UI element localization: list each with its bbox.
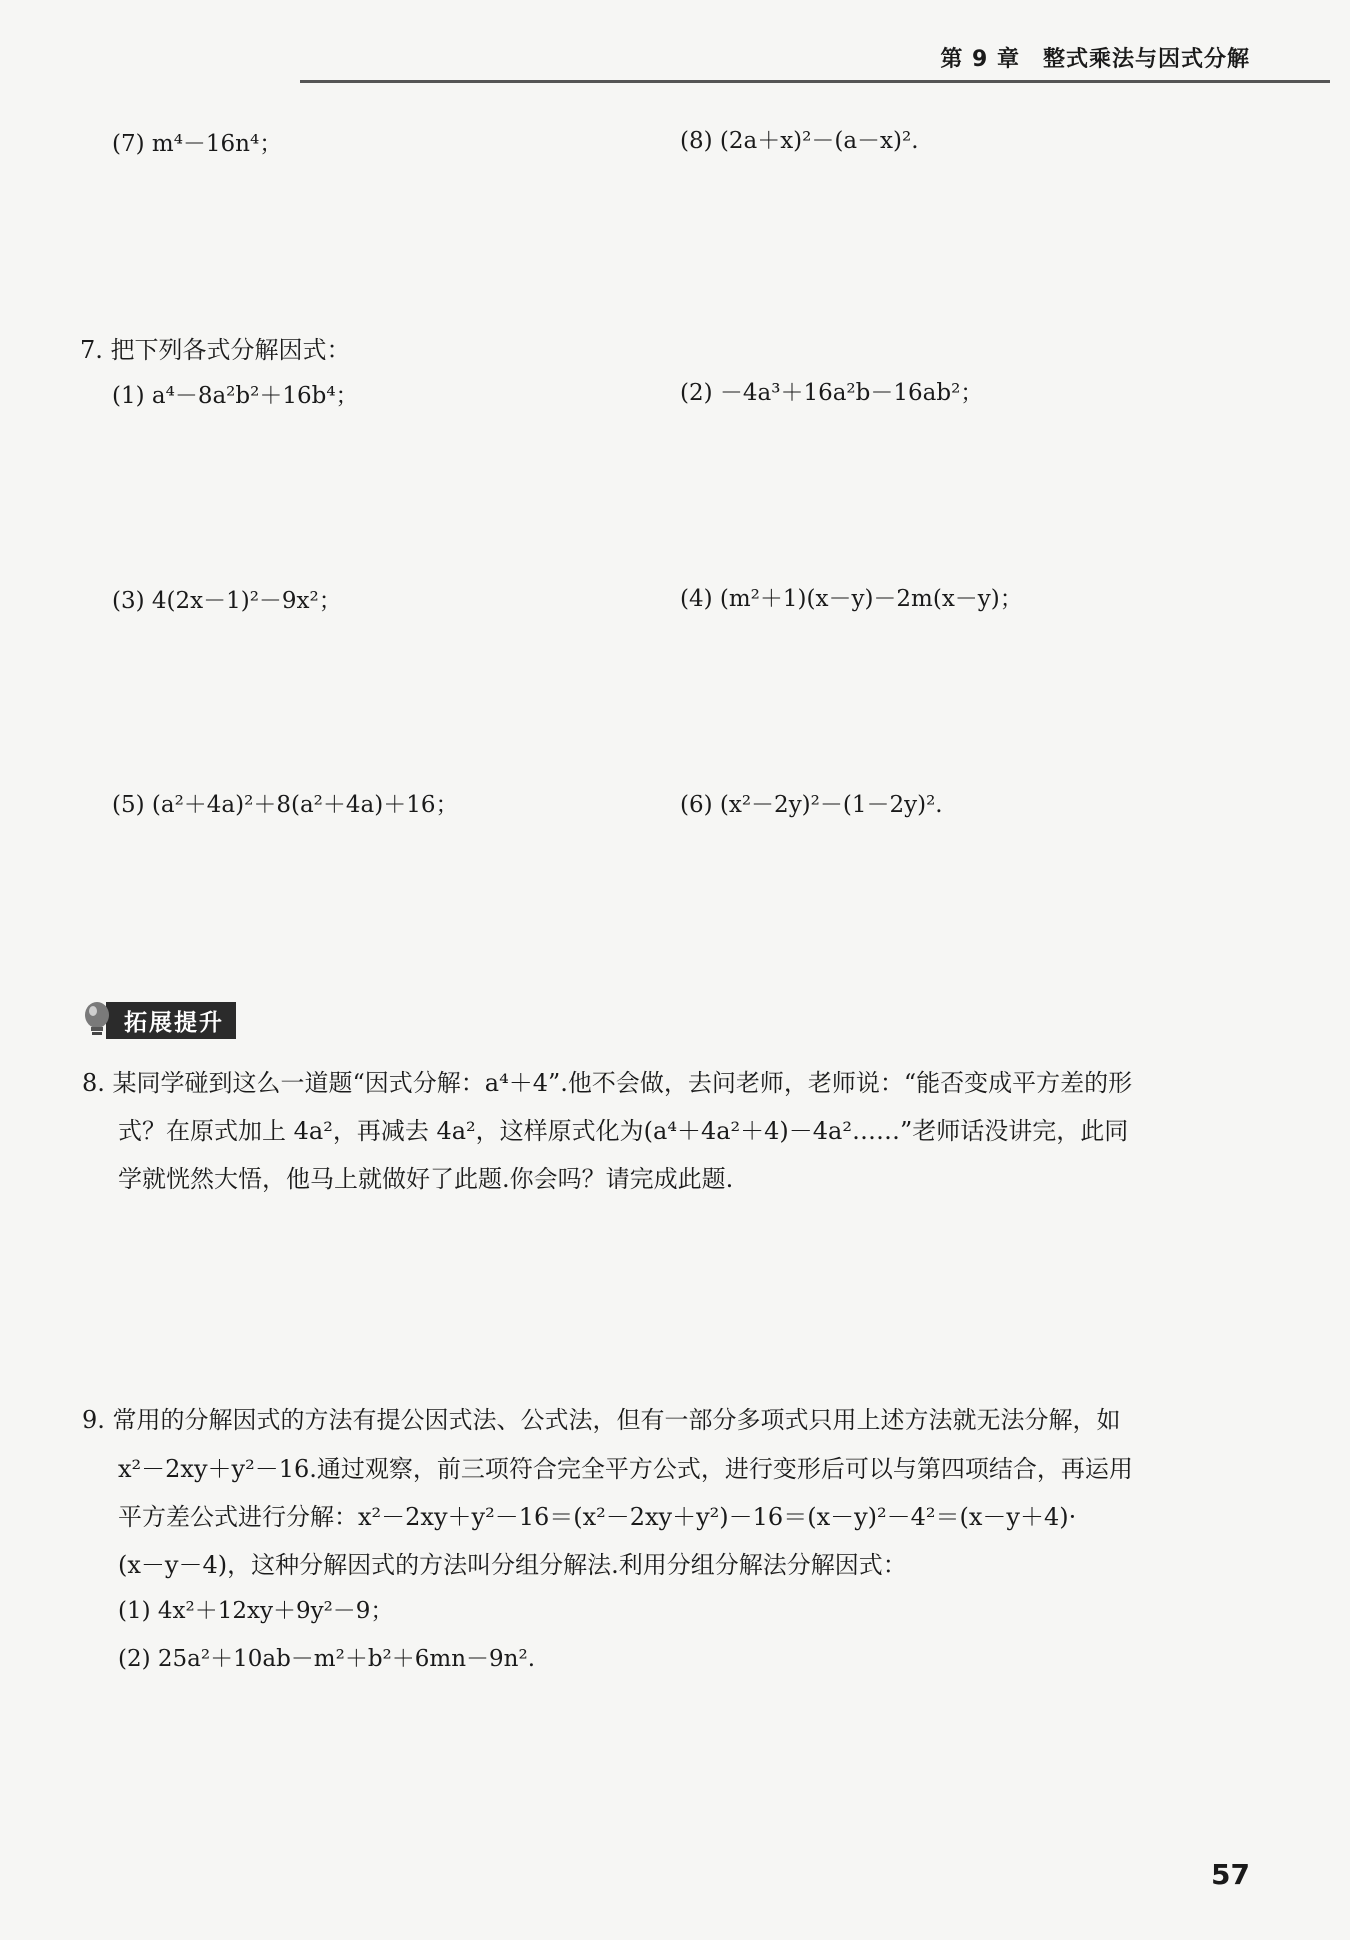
q9-line-4: (x－y－4)，这种分解因式的方法叫分组分解法.利用分组分解法分解因式： <box>118 1551 907 1579</box>
q7-part-3: (3) 4(2x－1)²－9x²； <box>112 588 342 614</box>
q7-part-4: (4) (m²＋1)(x－y)－2m(x－y)； <box>680 586 1023 612</box>
q7-part-2: (2) －4a³＋16a²b－16ab²； <box>680 380 984 406</box>
q7-part-6: (6) (x²－2y)²－(1－2y)². <box>680 792 943 818</box>
q9-part-1: (1) 4x²＋12xy＋9y²－9； <box>118 1598 394 1624</box>
q9-line-2: x²－2xy＋y²－16.通过观察，前三项符合完全平方公式，进行变形后可以与第四项结合，再运用 <box>118 1455 1133 1483</box>
q9-line-3: 平方差公式进行分解：x²－2xy＋y²－16＝(x²－2xy＋y²)－16＝(x－y)²－4²＝(x－y＋4)· <box>118 1503 1077 1531</box>
q7-title: 7. 把下列各式分解因式： <box>80 336 351 364</box>
q7-part-5: (5) (a²＋4a)²＋8(a²＋4a)＋16； <box>112 792 459 818</box>
header-rule <box>300 80 1330 83</box>
section-banner-label: 拓展提升 <box>106 1002 236 1039</box>
page-number: 57 <box>1211 1858 1250 1891</box>
section-banner <box>82 1002 236 1038</box>
q8-line-1: 8. 某同学碰到这么一道题“因式分解：a⁴＋4”.他不会做，去问老师，老师说：“能否变成平方差的形 <box>82 1069 1133 1097</box>
q6-part-7: (7) m⁴－16n⁴； <box>112 131 283 157</box>
q7-part-1: (1) a⁴－8a²b²＋16b⁴； <box>112 383 359 409</box>
chapter-title: 第 9 章 整式乘法与因式分解 <box>940 47 1250 72</box>
q8-line-2: 式？在原式加上 4a²，再减去 4a²，这样原式化为(a⁴＋4a²＋4)－4a²……”老师话没讲完，此同 <box>118 1117 1129 1145</box>
lightbulb-icon <box>82 1000 112 1040</box>
q9-part-2: (2) 25a²＋10ab－m²＋b²＋6mn－9n². <box>118 1646 535 1672</box>
q9-line-1: 9. 常用的分解因式的方法有提公因式法、公式法，但有一部分多项式只用上述方法就无法分解，如 <box>82 1406 1121 1434</box>
q8-line-3: 学就恍然大悟，他马上就做好了此题.你会吗？请完成此题. <box>118 1165 734 1193</box>
q6-part-8: (8) (2a＋x)²－(a－x)². <box>680 128 919 154</box>
